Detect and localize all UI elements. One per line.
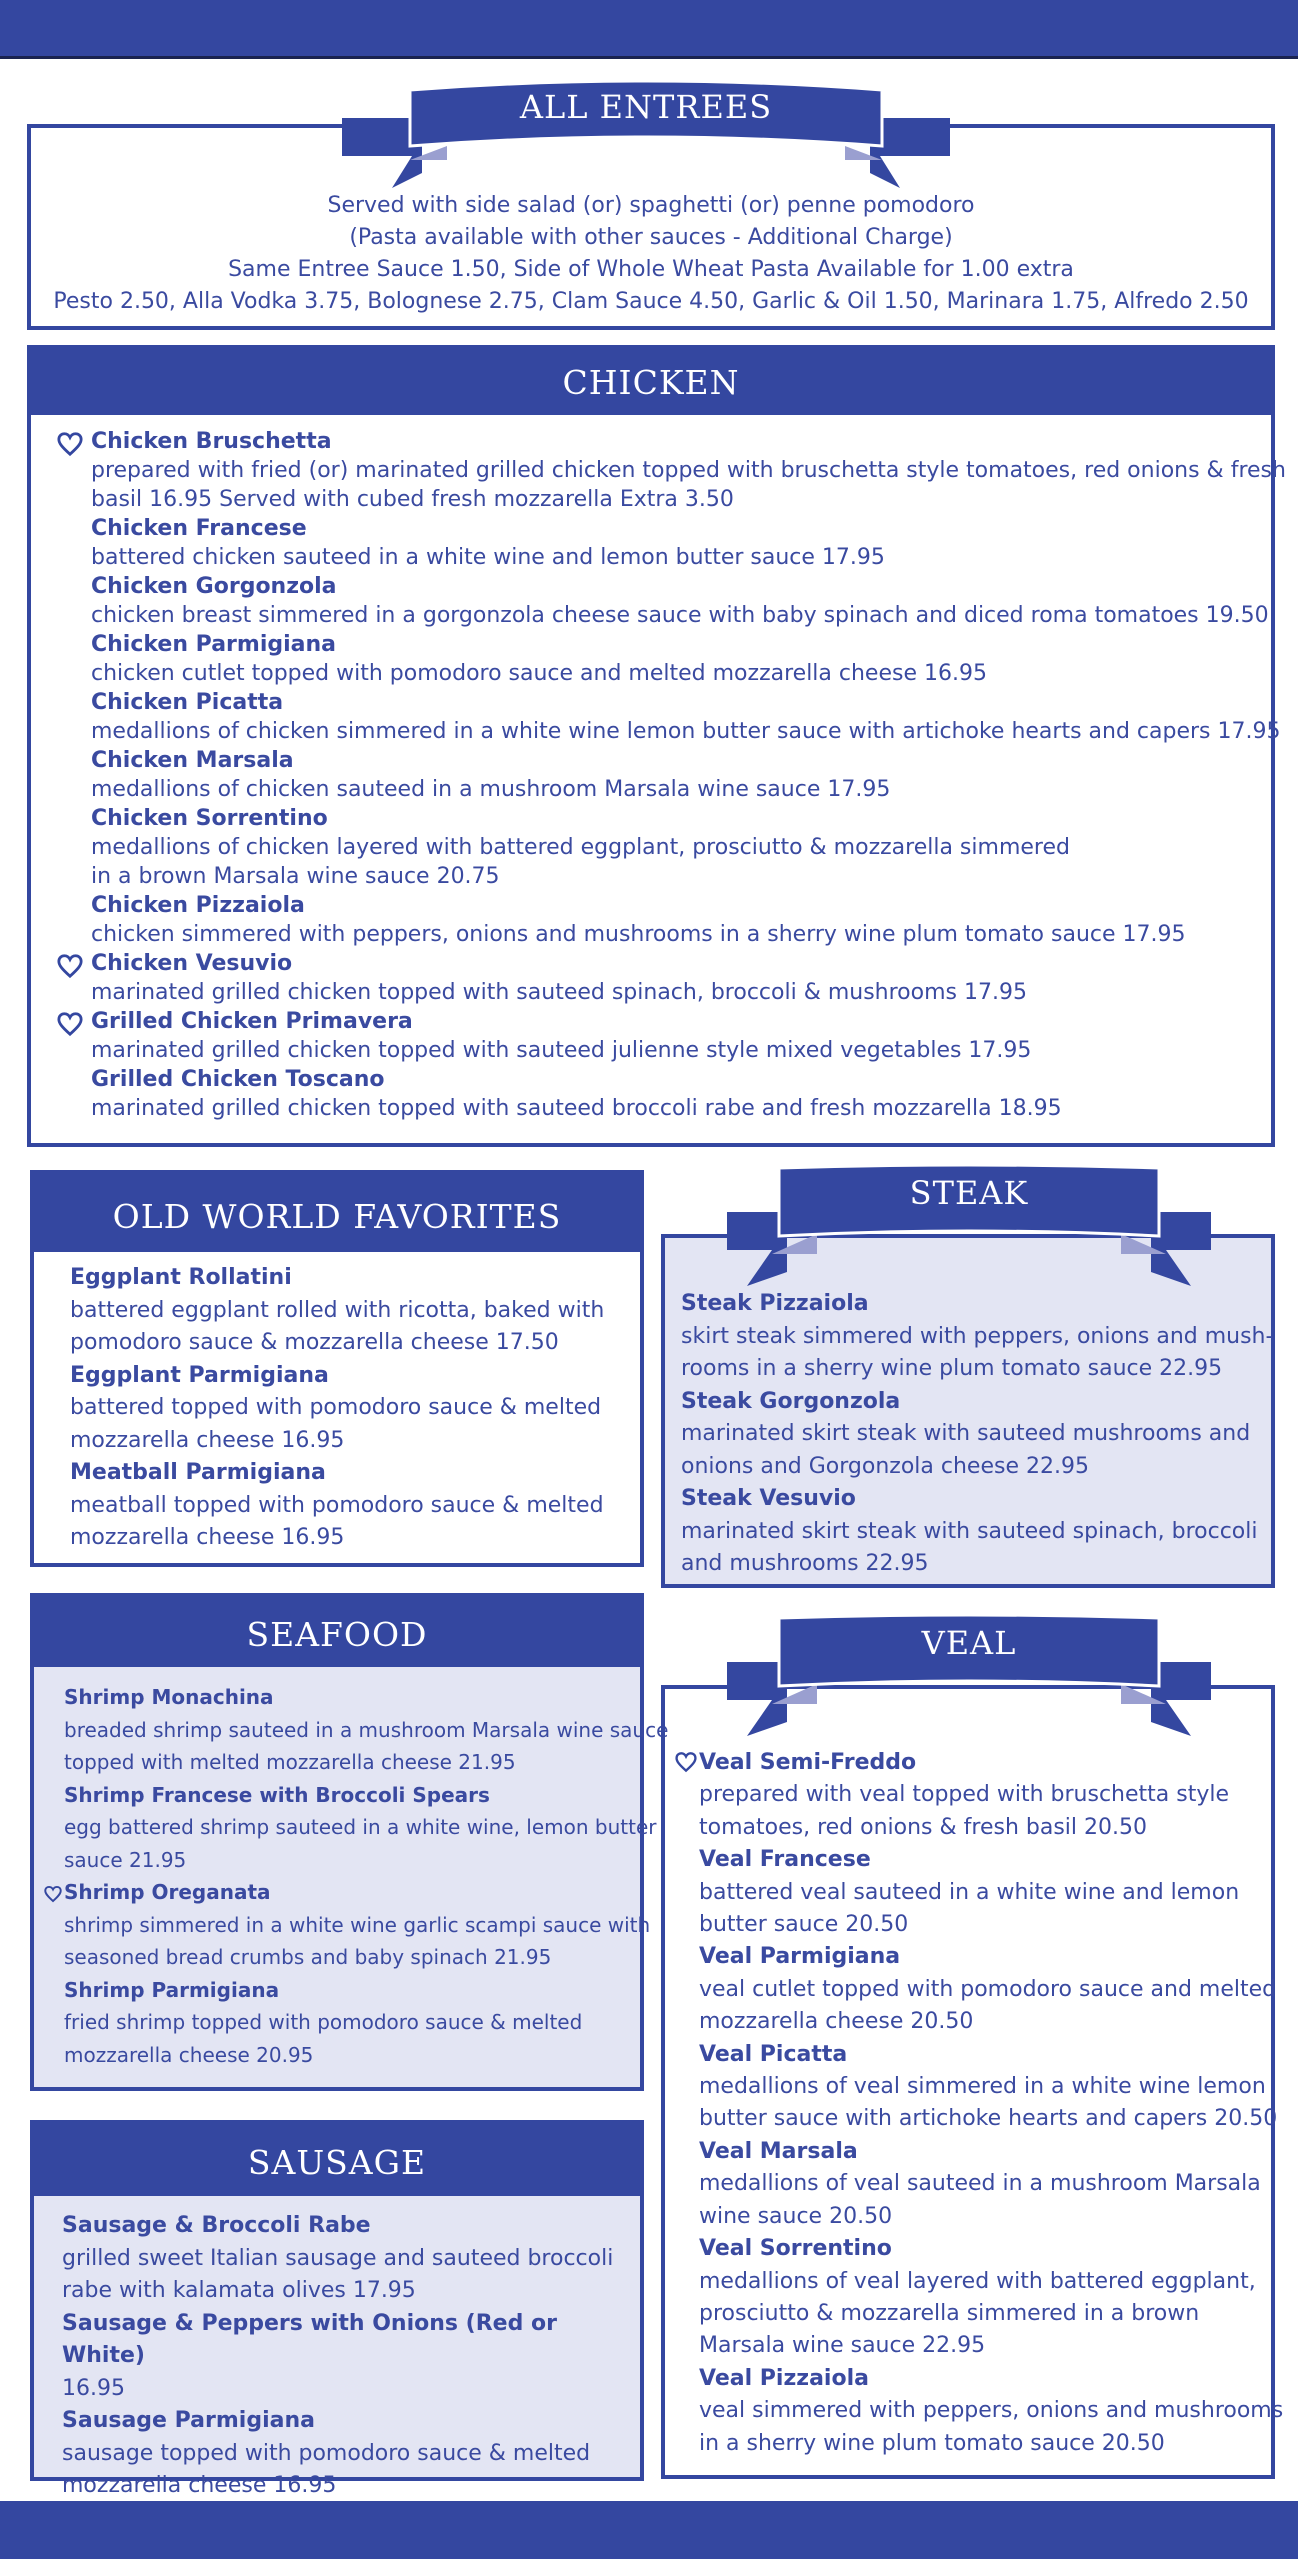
menu-item xyxy=(62,2210,632,2308)
item-name: Shrimp Parmigiana xyxy=(64,1977,280,2002)
item-description: medallions of chicken sauteed in a mushroom Marsala wine sauce 17.95 xyxy=(91,777,891,802)
item-description: wine sauce 20.50 xyxy=(699,2203,893,2229)
sausage-header xyxy=(34,2124,640,2196)
item-description: meatball topped with pomodoro sauce & melted xyxy=(70,1492,604,1518)
item-name: Meatball Parmigiana xyxy=(70,1460,326,1485)
item-name: Chicken Bruschetta xyxy=(91,429,332,454)
item-name: Veal Pizzaiola xyxy=(699,2365,869,2391)
item-name: Chicken Parmigiana xyxy=(91,632,337,657)
all-entrees-ribbon xyxy=(342,78,950,188)
entree-note: (Pasta available with other sauces - Additional Charge) xyxy=(349,225,953,250)
item-description: skirt steak simmered with peppers, onions and mush- xyxy=(681,1323,1274,1349)
menu-item xyxy=(681,1386,1261,1484)
item-name: Shrimp Francese with Broccoli Spears xyxy=(64,1782,490,1807)
chicken-list xyxy=(91,427,1286,1123)
item-name: Chicken Gorgonzola xyxy=(91,574,337,599)
item-description: grilled sweet Italian sausage and sauteed broccoli xyxy=(62,2245,614,2271)
menu-item xyxy=(699,2363,1284,2460)
item-name: Eggplant Rollatini xyxy=(70,1265,292,1290)
item-description: chicken simmered with peppers, onions and mushrooms in a sherry wine plum tomato sauce 17.95 xyxy=(91,922,1186,947)
item-name: Veal Picatta xyxy=(699,2041,848,2067)
seafood-title: SEAFOOD xyxy=(246,1615,428,1654)
item-name: Sausage & Peppers with Onions (Red or White) xyxy=(62,2310,557,2368)
item-description: tomatoes, red onions & fresh basil 20.50 xyxy=(699,1814,1147,1840)
item-name: Chicken Sorrentino xyxy=(91,806,328,831)
item-description: battered veal sauteed in a white wine and lemon xyxy=(699,1879,1240,1905)
menu-item xyxy=(699,1941,1277,2038)
menu-item xyxy=(70,1360,630,1458)
item-description: fried shrimp topped with pomodoro sauce & melted xyxy=(64,2010,583,2034)
item-description: chicken cutlet topped with pomodoro sauce and melted mozzarella cheese 16.95 xyxy=(91,661,987,686)
menu-item xyxy=(91,804,1271,891)
item-description: veal simmered with peppers, onions and mushrooms xyxy=(699,2398,1284,2424)
item-name: Grilled Chicken Primavera xyxy=(91,1009,413,1034)
item-description: marinated skirt steak with sauteed mushrooms and xyxy=(681,1421,1251,1446)
steak-section xyxy=(661,1234,1275,1588)
item-description: prepared with veal topped with bruschetta style xyxy=(699,1782,1230,1808)
item-description: prosciutto & mozzarella simmered in a brown xyxy=(699,2300,1200,2326)
item-description: sausage topped with pomodoro sauce & melted xyxy=(62,2440,591,2466)
seafood-list xyxy=(64,1681,669,2071)
sausage-section xyxy=(30,2120,644,2498)
item-name: Steak Gorgonzola xyxy=(681,1388,901,1414)
old-world-title: OLD WORLD FAVORITES xyxy=(112,1197,562,1236)
heart-icon xyxy=(57,1011,83,1037)
steak-list xyxy=(681,1288,1274,1581)
bottom-banner xyxy=(0,2501,1298,2559)
item-name: Chicken Francese xyxy=(91,516,307,541)
heart-icon xyxy=(57,431,83,457)
item-description: in a brown Marsala wine sauce 20.75 xyxy=(91,864,500,889)
entree-note: Same Entree Sauce 1.50, Side of Whole Wheat Pasta Available for 1.00 extra xyxy=(228,257,1074,282)
item-name: Sausage & Broccoli Rabe xyxy=(62,2213,371,2238)
item-description: medallions of veal layered with battered eggplant, xyxy=(699,2268,1256,2294)
item-description: butter sauce with artichoke hearts and capers 20.50 xyxy=(699,2106,1278,2132)
item-description: mozzarella cheese 20.50 xyxy=(699,2009,974,2035)
item-description: seasoned bread crumbs and baby spinach 21.95 xyxy=(64,1945,552,1969)
veal-title: VEAL xyxy=(921,1624,1017,1662)
item-name: Steak Pizzaiola xyxy=(681,1291,869,1316)
item-description: mozzarella cheese 16.95 xyxy=(70,1525,345,1550)
all-entrees-notes xyxy=(31,190,1271,318)
sausage-list xyxy=(62,2210,632,2503)
item-name: Grilled Chicken Toscano xyxy=(91,1067,385,1092)
item-description: shrimp simmered in a white wine garlic scampi sauce with xyxy=(64,1912,651,1937)
menu-item xyxy=(699,2136,1263,2233)
seafood-header xyxy=(34,1597,640,1667)
entree-note: Pesto 2.50, Alla Vodka 3.75, Bolognese 2.75, Clam Sauce 4.50, Garlic & Oil 1.50, Marinara 1.75, Alfredo 2.50 xyxy=(53,289,1249,314)
menu-item xyxy=(91,891,1271,949)
item-description: in a sherry wine plum tomato sauce 20.50 xyxy=(699,2430,1165,2456)
item-name: Veal Marsala xyxy=(699,2138,858,2164)
item-description: battered topped with pomodoro sauce & melted xyxy=(70,1395,602,1420)
menu-item xyxy=(91,1065,1271,1123)
item-description: Marsala wine sauce 22.95 xyxy=(699,2333,986,2359)
top-banner xyxy=(0,0,1298,59)
veal-ribbon xyxy=(727,1612,1211,1736)
menu-item xyxy=(681,1288,1274,1386)
item-name: Eggplant Parmigiana xyxy=(70,1362,329,1388)
item-description: medallions of veal simmered in a white wine lemon xyxy=(699,2074,1266,2100)
item-description: rooms in a sherry wine plum tomato sauce 22.95 xyxy=(681,1356,1223,1381)
item-description: egg battered shrimp sauteed in a white wine, lemon butter xyxy=(64,1815,657,1839)
menu-item xyxy=(91,427,1286,514)
item-name: Shrimp Monachina xyxy=(64,1685,274,1709)
menu-item xyxy=(91,1007,1271,1065)
menu-item xyxy=(91,514,1271,572)
item-name: Veal Francese xyxy=(699,1847,871,1873)
menu-item xyxy=(91,572,1271,630)
heart-icon xyxy=(675,1751,697,1773)
item-description: medallions of chicken simmered in a white wine lemon butter sauce with artichoke hearts and capers 17.95 xyxy=(91,719,1281,744)
item-name: Veal Semi-Freddo xyxy=(699,1750,917,1775)
veal-section xyxy=(661,1685,1284,2479)
menu-item xyxy=(64,1779,657,1877)
item-description: marinated grilled chicken topped with sauteed julienne style mixed vegetables 17.95 xyxy=(91,1038,1032,1063)
sausage-title: SAUSAGE xyxy=(247,2143,427,2182)
menu-item xyxy=(91,688,1281,746)
menu-item xyxy=(62,2405,632,2503)
menu-item xyxy=(91,746,1271,804)
menu-item xyxy=(64,1681,669,1779)
item-description: butter sauce 20.50 xyxy=(699,1912,909,1938)
menu-item xyxy=(70,1457,630,1555)
veal-list xyxy=(699,1747,1284,2460)
heart-icon xyxy=(57,953,83,979)
menu-item xyxy=(699,1844,1263,1941)
item-name: Chicken Pizzaiola xyxy=(91,893,305,918)
menu-item xyxy=(91,630,1271,688)
seafood-section xyxy=(30,1593,669,2091)
chicken-title: CHICKEN xyxy=(562,363,740,402)
all-entrees-title: ALL ENTREES xyxy=(519,88,773,126)
item-description: onions and Gorgonzola cheese 22.95 xyxy=(681,1453,1089,1479)
item-description: rabe with kalamata olives 17.95 xyxy=(62,2278,416,2303)
item-description: sauce 21.95 xyxy=(64,1847,187,1872)
old-world-section xyxy=(30,1170,644,1567)
item-name: Shrimp Oreganata xyxy=(64,1880,271,1904)
item-name: Veal Sorrentino xyxy=(699,2236,892,2262)
old-world-list xyxy=(70,1262,630,1555)
menu-item xyxy=(681,1483,1261,1581)
steak-title: STEAK xyxy=(909,1174,1029,1212)
item-name: Chicken Marsala xyxy=(91,748,294,773)
item-description: pomodoro sauce & mozzarella cheese 17.50 xyxy=(70,1330,559,1355)
item-description: marinated grilled chicken topped with sauteed spinach, broccoli & mushrooms 17.95 xyxy=(91,980,1027,1005)
item-description: prepared with fried (or) marinated grilled chicken topped with bruschetta style tomatoes, red onions & fresh xyxy=(91,458,1286,483)
item-description: basil 16.95 Served with cubed fresh mozzarella Extra 3.50 xyxy=(91,487,734,512)
old-world-header xyxy=(34,1174,640,1252)
entree-note: Served with side salad (or) spaghetti (or) penne pomodoro xyxy=(327,193,975,218)
item-description: mozzarella cheese 20.95 xyxy=(64,2042,314,2067)
item-description: chicken breast simmered in a gorgonzola cheese sauce with baby spinach and diced roma tomatoes 19.50 xyxy=(91,603,1269,628)
steak-ribbon xyxy=(727,1162,1211,1286)
item-description: battered eggplant rolled with ricotta, baked with xyxy=(70,1297,605,1323)
heart-icon xyxy=(44,1880,62,1898)
item-name: Steak Vesuvio xyxy=(681,1486,856,1511)
chicken-section xyxy=(27,345,1286,1147)
menu-item xyxy=(699,2233,1263,2363)
menu-item xyxy=(699,2039,1278,2136)
item-description: topped with melted mozzarella cheese 21.95 xyxy=(64,1750,516,1774)
item-description: veal cutlet topped with pomodoro sauce and melted xyxy=(699,1976,1277,2002)
item-description: medallions of chicken layered with battered eggplant, prosciutto & mozzarella simmered xyxy=(91,835,1070,860)
item-name: Chicken Vesuvio xyxy=(91,951,293,976)
item-name: Sausage Parmigiana xyxy=(62,2408,315,2433)
item-description: mozzarella cheese 16.95 xyxy=(62,2473,337,2498)
item-description: and mushrooms 22.95 xyxy=(681,1551,929,1576)
item-description: 16.95 xyxy=(62,2375,125,2401)
menu-item xyxy=(699,1747,1263,1844)
menu-item xyxy=(91,949,1271,1007)
item-name: Veal Parmigiana xyxy=(699,1944,901,1970)
menu-item xyxy=(64,1876,651,1974)
item-description: mozzarella cheese 16.95 xyxy=(70,1427,345,1453)
item-description: marinated skirt steak with sauteed spinach, broccoli xyxy=(681,1518,1258,1544)
item-description: breaded shrimp sauteed in a mushroom Marsala wine sauce xyxy=(64,1717,669,1742)
menu-item xyxy=(64,1974,632,2072)
item-description: medallions of veal sauteed in a mushroom Marsala xyxy=(699,2171,1261,2197)
menu-item xyxy=(62,2308,632,2406)
item-description: battered chicken sauteed in a white wine and lemon butter sauce 17.95 xyxy=(91,545,885,570)
chicken-header xyxy=(31,349,1271,415)
menu-item xyxy=(70,1262,630,1360)
item-description: marinated grilled chicken topped with sauteed broccoli rabe and fresh mozzarella 18.95 xyxy=(91,1096,1062,1121)
item-name: Chicken Picatta xyxy=(91,690,284,715)
